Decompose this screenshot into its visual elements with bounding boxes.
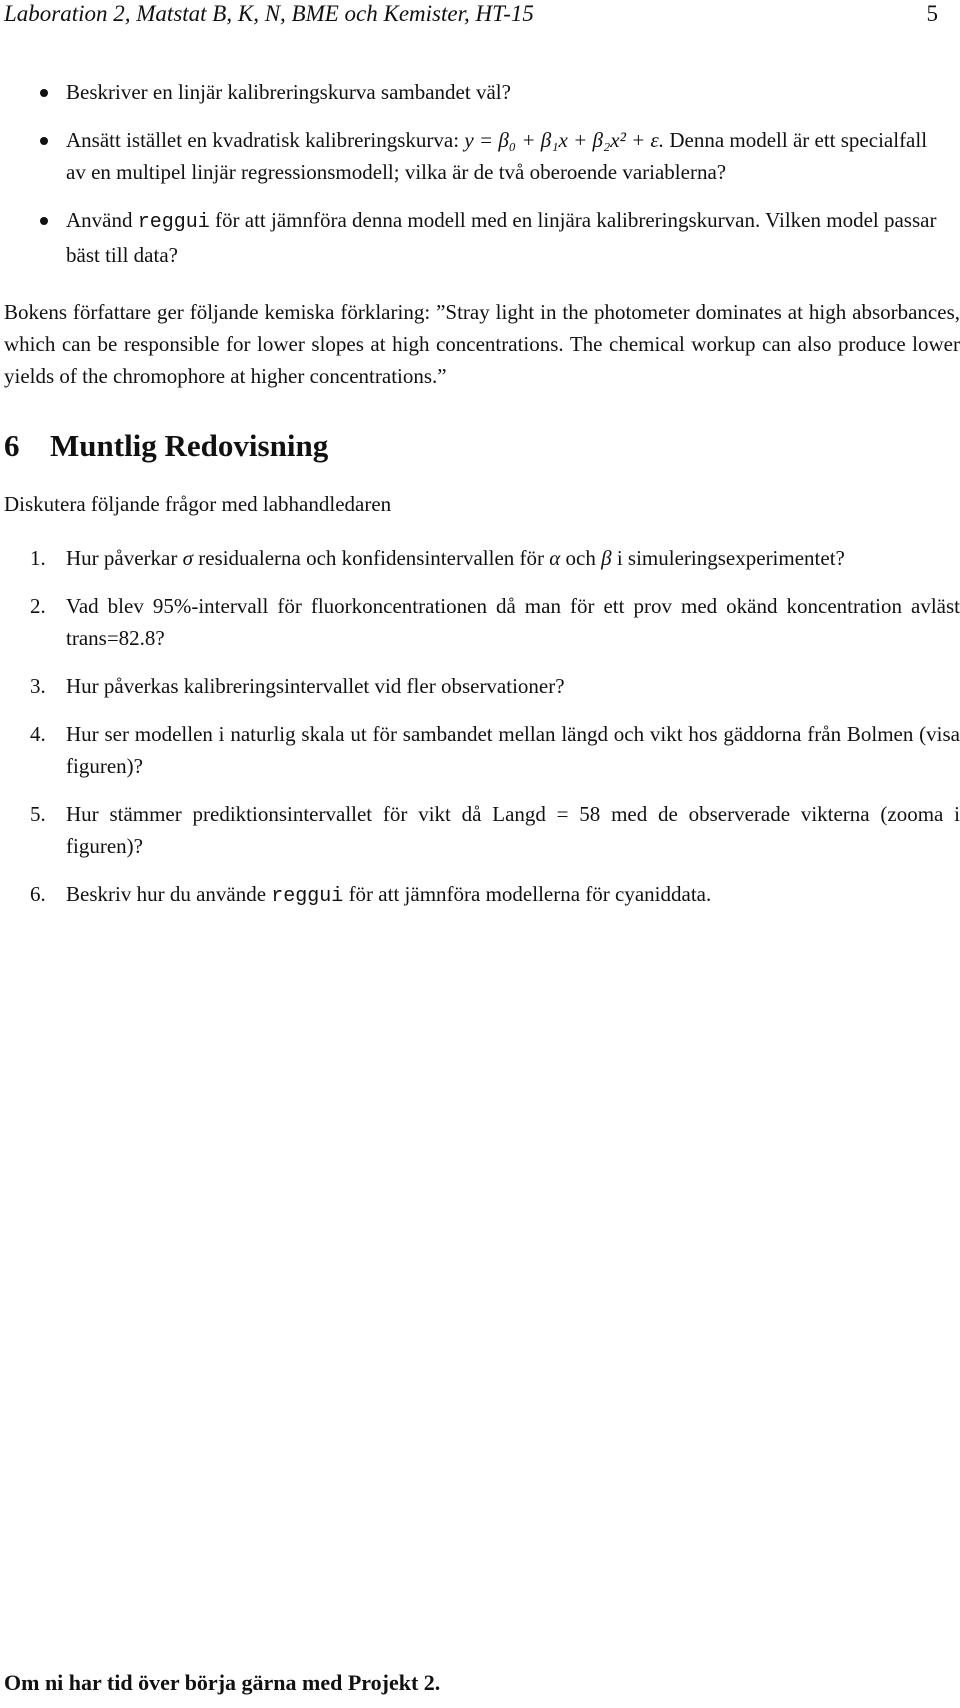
question-item (4, 878, 960, 913)
section-title: Muntlig Redovisning (50, 428, 329, 463)
bullet-item (4, 76, 938, 108)
question-number: 1. (30, 546, 46, 570)
question-number: 6. (30, 882, 46, 906)
bullet-text: Beskriver en linjär kalibreringskurva sambandet väl? (66, 80, 511, 104)
bullet-dot-icon (40, 137, 48, 145)
bullet-text: Använd (66, 208, 133, 232)
question-text: Hur påverkar (66, 546, 178, 570)
question-item (4, 798, 960, 862)
question-number: 4. (30, 722, 46, 746)
bullet-item (4, 204, 938, 271)
question-text: Vad blev 95%-intervall för fluorkoncentrationen då man för ett prov med okänd koncentration avläst trans=82.8? (66, 594, 960, 650)
question-text: Hur stämmer prediktionsintervallet för vikt då Langd = 58 med de observerade vikterna (zooma i figuren)? (66, 802, 960, 858)
code-reggui: reggui (271, 885, 344, 908)
running-header (4, 1, 938, 33)
question-text: Hur påverkas kalibreringsintervallet vid fler observationer? (66, 674, 565, 698)
question-number: 2. (30, 594, 46, 618)
sigma-symbol: σ (182, 546, 193, 570)
question-text: Beskriv hur du använde (66, 882, 267, 906)
question-list (4, 542, 960, 929)
question-text: residualerna och konfidensintervallen för (198, 546, 545, 570)
bullet-dot-icon (40, 217, 48, 225)
header-title: Laboration 2, Matstat B, K, N, BME och Kemister, HT-15 (4, 1, 534, 26)
alpha-symbol: α (549, 546, 561, 570)
bullet-item (4, 124, 938, 188)
question-number: 3. (30, 674, 46, 698)
section-number: 6 (4, 428, 20, 463)
code-reggui: reggui (137, 211, 210, 234)
beta-symbol: β (601, 546, 612, 570)
question-item (4, 718, 960, 782)
bullet-dot-icon (40, 89, 48, 97)
question-number: 5. (30, 802, 46, 826)
equation: y = β₀ + β₁x + β₂x² + ε. (464, 128, 665, 152)
footer-note: Om ni har tid över börja gärna med Projekt 2. (4, 1670, 441, 1695)
intro-text: Diskutera följande frågor med labhandledaren (4, 492, 392, 516)
question-item (4, 670, 960, 702)
question-item (4, 542, 960, 574)
question-text: i simuleringsexperimentet? (616, 546, 845, 570)
question-text: och (565, 546, 596, 570)
question-item (4, 590, 960, 654)
question-text: för att jämnföra modellerna för cyaniddata. (348, 882, 712, 906)
bullet-text: Ansätt istället en kvadratisk kalibreringskurva: (66, 128, 460, 152)
bullet-text: för att jämnföra denna modell med en linjära kalibreringskurvan. Vilken model passar bäst till data? (66, 208, 937, 267)
bullet-text: Denna modell är ett specialfall av en multipel linjär regressionsmodell; vilka är de två oberoende variablerna? (66, 128, 928, 184)
bullet-list (4, 76, 938, 287)
explanation-paragraph: Bokens författare ger följande kemiska förklaring: ”Stray light in the photometer dominates at high absorbances, which can be responsible for lower slopes at high concentrations. The chemical workup can also produce lower yields of the chromophore at higher concentrations.” (4, 300, 960, 388)
section-heading (4, 428, 328, 464)
question-text: Hur ser modellen i naturlig skala ut för sambandet mellan längd och vikt hos gäddorna från Bolmen (visa figuren)? (66, 722, 960, 778)
page-number: 5 (926, 1, 938, 26)
